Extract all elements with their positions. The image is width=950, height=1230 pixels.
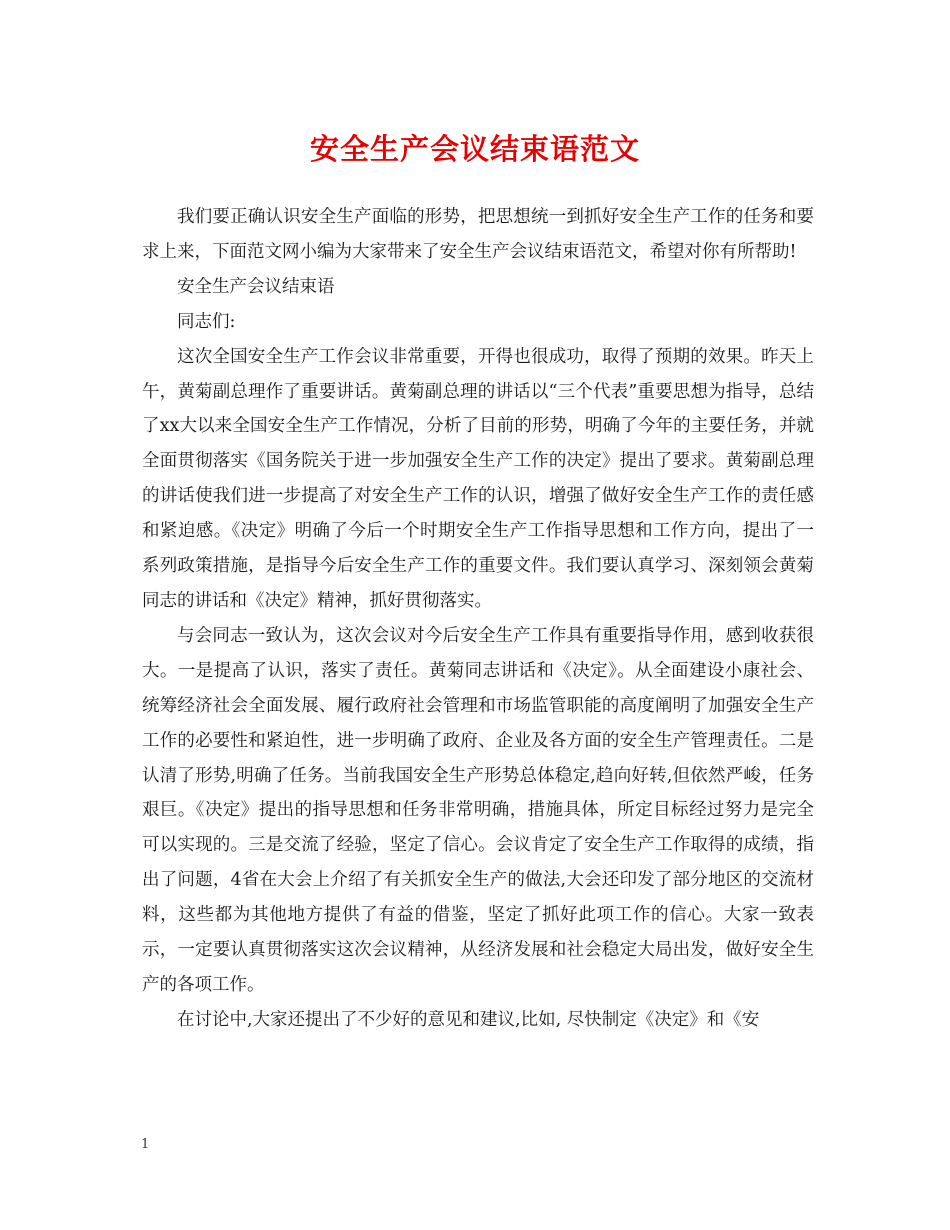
page-number: 1 xyxy=(141,1137,150,1152)
paragraph-intro: 我们要正确认识安全生产面临的形势，把思想统一到抓好安全生产工作的任务和要求上来，下面范文网小编为大家带来了安全生产会议结束语范文，希望对你有所帮助! xyxy=(142,207,814,262)
paragraph-meeting-summary: 这次全国安全生产工作会议非常重要，开得也很成功，取得了预期的效果。昨天上午，黄菊副总理作了重要讲话。黄菊副总理的讲话以“三个代表”重要思想为指导，总结了xx大以来全国安全生产工作情况，分析了目前的形势，明确了今年的主要任务，并就全面贯彻落实《国务院关于进一步加强安全生产工作的决定》提出了要求。黄菊副总理的讲话使我们进一步提高了对安全生产工作的认识，增强了做好安全生产工作的责任感和紧迫感。《决定》明确了今后一个时期安全生产工作指导思想和工作方向，提出了一系列政策措施，是指导今后安全生产工作的重要文件。我们要认真学习、深刻领会黄菊同志的讲话和《决定》精神，抓好贯彻落实。 xyxy=(142,346,814,611)
paragraph-consensus: 与会同志一致认为，这次会议对今后安全生产工作具有重要指导作用，感到收获很大。一是提高了认识，落实了责任。黄菊同志讲话和《决定》。从全面建设小康社会、统筹经济社会全面发展、履行政府社会管理和市场监管职能的高度阐明了加强安全生产工作的必要性和紧迫性，进一步明确了政府、企业及各方面的安全生产管理责任。二是认清了形势,明确了任务。当前我国安全生产形势总体稳定,趋向好转,但依然严峻，任务艰巨。《决定》提出的指导思想和任务非常明确，措施具体，所定目标经过努力是完全可以实现的。三是交流了经验，坚定了信心。会议肯定了安全生产工作取得的成绩，指出了问题，4省在大会上介绍了有关抓安全生产的做法,大会还印发了部分地区的交流材料，这些都为其他地方提供了有益的借鉴，坚定了抓好此项工作的信心。大家一致表示，一定要认真贯彻落实这次会议精神，从经济发展和社会稳定大局出发，做好安全生产的各项工作。 xyxy=(142,625,814,995)
paragraph-salutation: 同志们: xyxy=(177,311,236,332)
paragraph-subheading: 安全生产会议结束语 xyxy=(177,276,335,297)
document-body xyxy=(142,200,814,1038)
paragraph-discussion: 在讨论中,大家还提出了不少好的意见和建议,比如, 尽快制定《决定》和《安 xyxy=(177,1009,760,1030)
document-title: 安全生产会议结束语范文 xyxy=(309,132,640,166)
